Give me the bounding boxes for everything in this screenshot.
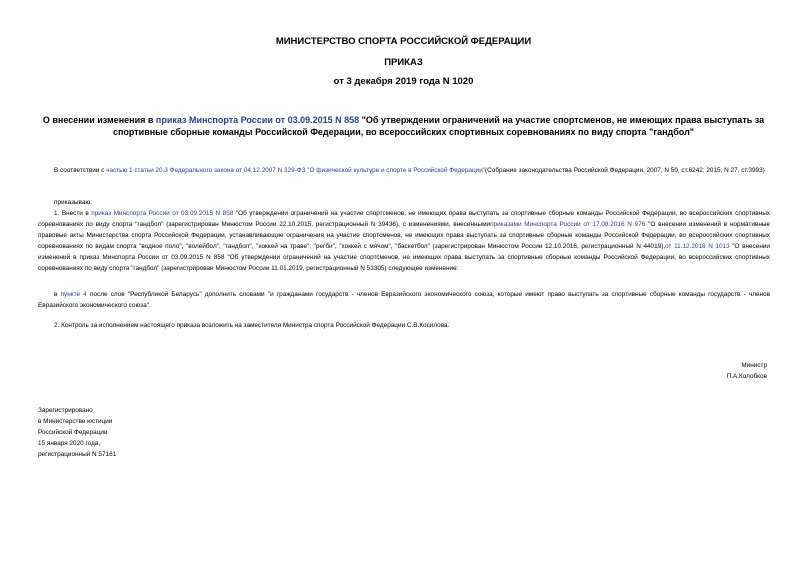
- order-word: приказываю:: [54, 199, 92, 206]
- signature-position: Министр: [741, 362, 767, 369]
- item-1-text-3: "О внесении изменений в нормативные правовые акты Министерства спорта Российской Федерации, устанавливающие ограничения на участие спортсменов, не имеющих права выступать за спортивные сборные команды Российской Федерации, во всероссийских спортивных соревнованиях по видам спорта "водное поло", "волейбол", "гандбол", "хоккей на траве", "регби", "хоккей с мячом", "баскетбол" (зарегистрирован Минюстом России 12.10.2016, регистрационный N 44019),: [38, 221, 770, 250]
- registration-line-3: Российской Федерации: [38, 429, 108, 436]
- amendment-text-1: в: [54, 291, 61, 298]
- preamble-paragraph: [38, 165, 770, 176]
- item-1-paragraph: [38, 208, 770, 274]
- document-title: [40, 114, 767, 138]
- preamble-text-2: (Собрание законодательства Российской Федерации, 2007, N 50, ст.6242; 2015, N 27, ст.3993): [485, 167, 765, 174]
- item-1-text-2: "Об утверждении ограничений на участие спортсменов, не имеющих права выступать за спортивные сборные команды Российской Федерации, во всероссийских спортивных соревнованиях по виду спорта "гандбол" (зарегистрирован Минюстом России 22.10.2015, регистрационный N 39436), с изменениями, внесенными: [38, 210, 770, 228]
- amendment-text-2: после слов "Республикой Беларусь" дополнить словами "и гражданами государств - членов Евразийского экономического союза, которые имеют право выступать за спортивные сборные команды государств - членов Евразийского экономического союза".: [38, 291, 771, 309]
- registration-line-2: в Министерстве юстиции: [38, 418, 113, 425]
- item-1-text-4: "О внесении изменений в приказ Минспорта России от 03.09.2015 N 858 "Об утверждении ограничений на участие спортсменов, не имеющих права выступать за спортивные сборные команды Российской Федерации, во всероссийских спортивных соревнованиях по виду спорта "гандбол" (зарегистрирован Минюстом России 11.01.2019, регистрационный N 53305) следующее изменение:: [38, 243, 770, 272]
- order-976-link[interactable]: приказами Минспорта России от 17.08.2016 N 976: [490, 221, 646, 228]
- ministry-heading: МИНИСТЕРСТВО СПОРТА РОССИЙСКОЙ ФЕДЕРАЦИИ: [275, 36, 532, 47]
- item-2-paragraph: 2. Контроль за исполнением настоящего приказа возложить на заместителя Министра спорта Российской Федерации С.В.Косилова.: [54, 322, 450, 329]
- item-1-text-1: 1. Внести в: [54, 210, 92, 217]
- preamble-text-1: В соответствии с: [54, 167, 107, 174]
- registration-line-4: 15 января 2020 года,: [38, 440, 101, 447]
- doc-type-heading: ПРИКАЗ: [384, 57, 423, 68]
- order-858-link[interactable]: приказ Минспорта России от 03.09.2015 N 858: [91, 210, 234, 217]
- title-order-link[interactable]: приказ Минспорта России от 03.09.2015 N 858: [155, 115, 360, 125]
- registration-line-5: регистрационный N 57161: [38, 451, 117, 458]
- registration-block: [38, 405, 116, 460]
- title-suffix: "Об утверждении ограничений на участие спортсменов, не имеющих права выступать за спортивные сборные команды Российской Федерации, во всероссийских спортивных соревнованиях по виду спорта "гандбол": [112, 115, 765, 137]
- signature-name: П.А.Колобков: [726, 373, 767, 380]
- registration-line-1: Зарегистрировано: [38, 407, 93, 414]
- clause-4-link[interactable]: пункте 4: [60, 291, 87, 298]
- date-number-heading: от 3 декабря 2019 года N 1020: [333, 76, 474, 87]
- order-1013-link[interactable]: от 11.12.2018 N 1013: [665, 243, 730, 250]
- amendment-paragraph: [38, 289, 770, 311]
- federal-law-link[interactable]: частью 1 статьи 20.3 Федерального закона от 04.12.2007 N 329-ФЗ "О физической культуре и спорте в Российской Федерации": [106, 167, 486, 174]
- title-prefix: О внесении изменения в: [42, 115, 156, 125]
